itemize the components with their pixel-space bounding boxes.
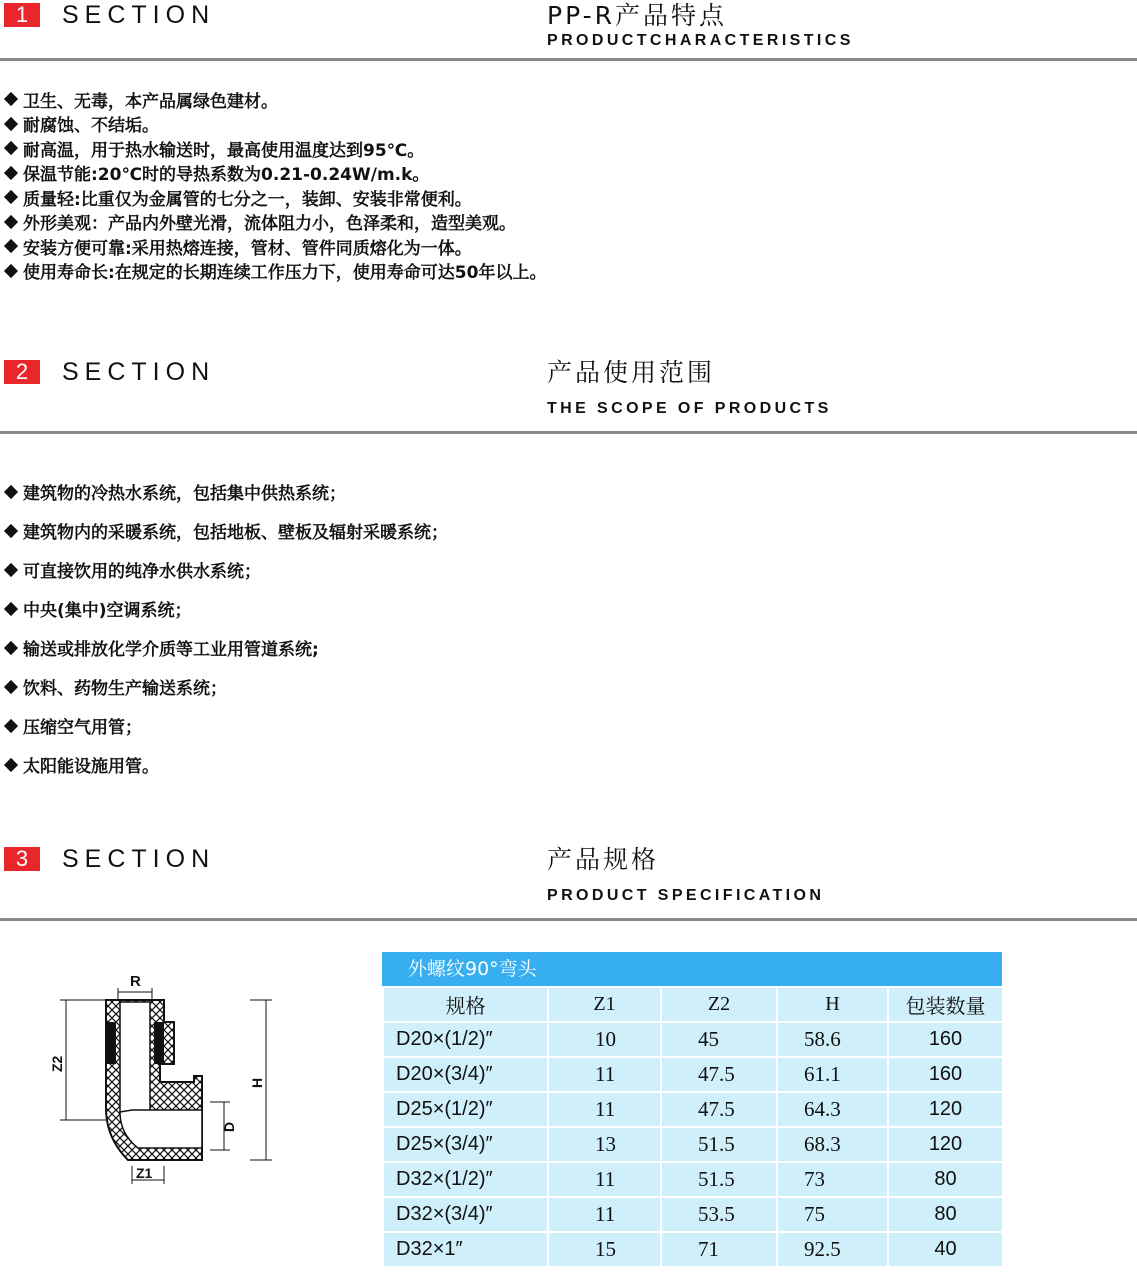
table-cell: 11 bbox=[548, 1162, 661, 1197]
table-row bbox=[383, 1022, 1003, 1057]
dimension-label-d: D bbox=[221, 1121, 237, 1132]
section-label: SECTION bbox=[62, 845, 216, 873]
diamond-bullet-icon bbox=[4, 679, 18, 693]
table-cell: 120 bbox=[888, 1127, 1003, 1162]
table-cell: 51.5 bbox=[661, 1127, 777, 1162]
table-cell: 10 bbox=[548, 1022, 661, 1057]
table-cell: 40 bbox=[888, 1232, 1003, 1267]
column-header: 规格 bbox=[383, 987, 548, 1022]
list-item: 太阳能设施用管。 bbox=[2, 745, 448, 784]
table-cell: 160 bbox=[888, 1022, 1003, 1057]
table-cell: 61.1 bbox=[777, 1057, 888, 1092]
table-cell: 15 bbox=[548, 1232, 661, 1267]
diamond-bullet-icon bbox=[4, 484, 18, 498]
list-item: 耐腐蚀、不结垢。 bbox=[2, 112, 546, 137]
section-divider bbox=[0, 431, 1137, 434]
diamond-bullet-icon bbox=[4, 757, 18, 771]
table-cell: D32×(1/2)″ bbox=[383, 1162, 548, 1197]
table-cell: D20×(3/4)″ bbox=[383, 1057, 548, 1092]
table-cell: 11 bbox=[548, 1057, 661, 1092]
diamond-bullet-icon bbox=[4, 523, 18, 537]
scope-list bbox=[2, 472, 448, 784]
spec-table bbox=[382, 952, 1002, 1268]
diamond-bullet-icon bbox=[4, 141, 18, 155]
diamond-bullet-icon bbox=[4, 562, 18, 576]
section-title-en: PRODUCTCHARACTERISTICS bbox=[547, 32, 854, 49]
table-cell: 160 bbox=[888, 1057, 1003, 1092]
list-item: 建筑物的冷热水系统，包括集中供热系统； bbox=[2, 472, 448, 511]
table-cell: 64.3 bbox=[777, 1092, 888, 1127]
table-cell: 53.5 bbox=[661, 1197, 777, 1232]
section-number-badge: 2 bbox=[4, 360, 40, 384]
table-cell: 120 bbox=[888, 1092, 1003, 1127]
list-item: 卫生、无毒，本产品属绿色建材。 bbox=[2, 87, 546, 112]
diamond-bullet-icon bbox=[4, 718, 18, 732]
table-cell: 45 bbox=[661, 1022, 777, 1057]
section-divider bbox=[0, 918, 1137, 921]
table-cell: D32×(3/4)″ bbox=[383, 1197, 548, 1232]
table-cell: 92.5 bbox=[777, 1232, 888, 1267]
spec-table-grid bbox=[382, 986, 1004, 1268]
table-cell: 80 bbox=[888, 1162, 1003, 1197]
column-header: 包装数量 bbox=[888, 987, 1003, 1022]
table-cell: D25×(3/4)″ bbox=[383, 1127, 548, 1162]
table-cell: 51.5 bbox=[661, 1162, 777, 1197]
diamond-bullet-icon bbox=[4, 92, 18, 106]
table-cell: D32×1″ bbox=[383, 1232, 548, 1267]
list-item: 输送或排放化学介质等工业用管道系统; bbox=[2, 628, 448, 667]
table-header-row bbox=[383, 987, 1003, 1022]
list-item: 外形美观：产品内外壁光滑，流体阻力小，色泽柔和，造型美观。 bbox=[2, 210, 546, 235]
elbow-technical-drawing bbox=[40, 970, 280, 1195]
column-header: H bbox=[777, 987, 888, 1022]
diamond-bullet-icon bbox=[4, 239, 18, 253]
section-title-en: THE SCOPE OF PRODUCTS bbox=[547, 400, 832, 417]
list-item: 质量轻:比重仅为金属管的七分之一，装卸、安装非常便利。 bbox=[2, 185, 546, 210]
table-cell: D20×(1/2)″ bbox=[383, 1022, 548, 1057]
column-header: Z2 bbox=[661, 987, 777, 1022]
section-label: SECTION bbox=[62, 358, 216, 386]
diamond-bullet-icon bbox=[4, 640, 18, 654]
dimension-label-z2: Z2 bbox=[49, 1055, 65, 1072]
list-item: 使用寿命长:在规定的长期连续工作压力下，使用寿命可达50年以上。 bbox=[2, 259, 546, 284]
diamond-bullet-icon bbox=[4, 117, 18, 131]
list-item: 压缩空气用管； bbox=[2, 706, 448, 745]
list-item: 中央(集中)空调系统； bbox=[2, 589, 448, 628]
table-row bbox=[383, 1057, 1003, 1092]
section-divider bbox=[0, 58, 1137, 61]
diamond-bullet-icon bbox=[4, 190, 18, 204]
table-cell: 68.3 bbox=[777, 1127, 888, 1162]
diamond-bullet-icon bbox=[4, 264, 18, 278]
table-cell: 47.5 bbox=[661, 1092, 777, 1127]
section-label: SECTION bbox=[62, 1, 216, 29]
table-title: 外螺纹90°弯头 bbox=[382, 952, 1002, 986]
section-title-cn: 产品使用范围 bbox=[547, 358, 716, 387]
table-row bbox=[383, 1092, 1003, 1127]
table-cell: 58.6 bbox=[777, 1022, 888, 1057]
table-row bbox=[383, 1127, 1003, 1162]
table-cell: 11 bbox=[548, 1197, 661, 1232]
dimension-label-z1: Z1 bbox=[136, 1165, 153, 1181]
section-number-badge: 3 bbox=[4, 847, 40, 871]
diamond-bullet-icon bbox=[4, 601, 18, 615]
list-item: 可直接饮用的纯净水供水系统； bbox=[2, 550, 448, 589]
list-item: 保温节能:20℃时的导热系数为0.21-0.24W/m.k。 bbox=[2, 161, 546, 186]
diamond-bullet-icon bbox=[4, 166, 18, 180]
section-number-badge: 1 bbox=[4, 3, 40, 27]
table-cell: 47.5 bbox=[661, 1057, 777, 1092]
column-header: Z1 bbox=[548, 987, 661, 1022]
section-title-cn: PP-R产品特点 bbox=[547, 1, 727, 30]
table-cell: 80 bbox=[888, 1197, 1003, 1232]
dimension-label-r: R bbox=[130, 973, 141, 990]
section-title-en: PRODUCT SPECIFICATION bbox=[547, 887, 825, 904]
table-row bbox=[383, 1197, 1003, 1232]
list-item: 安装方便可靠:采用热熔连接，管材、管件同质熔化为一体。 bbox=[2, 234, 546, 259]
table-cell: 11 bbox=[548, 1092, 661, 1127]
table-cell: D25×(1/2)″ bbox=[383, 1092, 548, 1127]
table-row bbox=[383, 1162, 1003, 1197]
table-cell: 75 bbox=[777, 1197, 888, 1232]
table-cell: 73 bbox=[777, 1162, 888, 1197]
list-item: 建筑物内的采暖系统，包括地板、壁板及辐射采暖系统； bbox=[2, 511, 448, 550]
list-item: 饮料、药物生产输送系统； bbox=[2, 667, 448, 706]
table-cell: 71 bbox=[661, 1232, 777, 1267]
section-title-cn: 产品规格 bbox=[547, 845, 660, 874]
table-row bbox=[383, 1232, 1003, 1267]
diamond-bullet-icon bbox=[4, 215, 18, 229]
list-item: 耐高温，用于热水输送时，最高使用温度达到95℃。 bbox=[2, 136, 546, 161]
table-cell: 13 bbox=[548, 1127, 661, 1162]
features-list bbox=[2, 87, 546, 283]
dimension-label-h: H bbox=[249, 1077, 265, 1088]
